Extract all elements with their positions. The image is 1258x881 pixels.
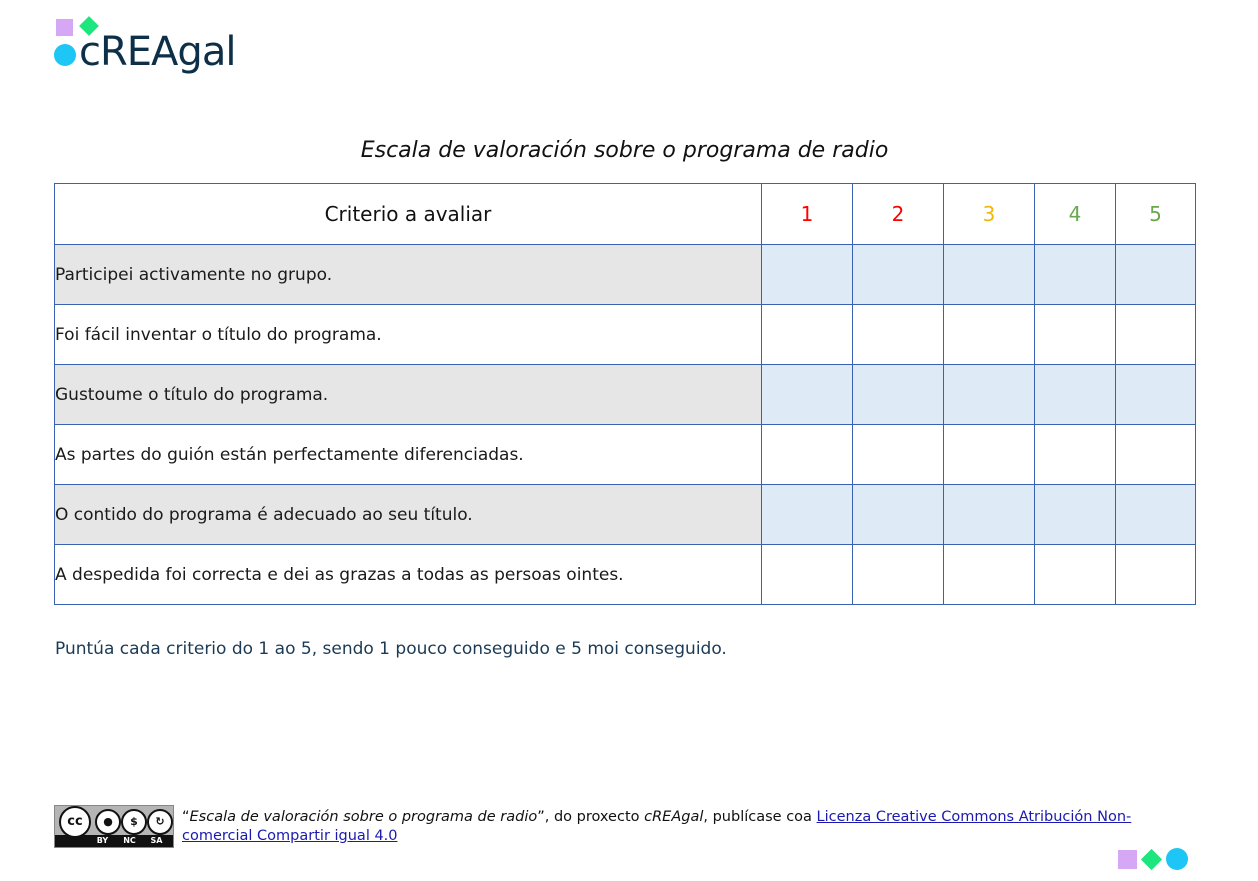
footer-shapes — [1118, 848, 1190, 872]
logo-wordmark: cREAgal — [79, 29, 236, 75]
score-cell-4[interactable] — [1035, 245, 1116, 305]
score-header-5: 5 — [1116, 184, 1196, 245]
logo-circle-shape — [54, 44, 76, 66]
credit-middle: , do proxecto — [544, 809, 645, 825]
page-title: Escala de valoración sobre o programa de radio — [360, 138, 889, 163]
score-cell-5[interactable] — [1116, 545, 1196, 605]
table-row — [55, 245, 1196, 305]
score-cell-4[interactable] — [1035, 485, 1116, 545]
score-cell-3[interactable] — [944, 365, 1035, 425]
score-cell-2[interactable] — [853, 425, 944, 485]
criterion-cell: Participei activamente no grupo. — [55, 245, 762, 305]
score-cell-1[interactable] — [762, 365, 853, 425]
quote-open: “ — [182, 809, 190, 825]
score-cell-5[interactable] — [1116, 305, 1196, 365]
score-cell-2[interactable] — [853, 365, 944, 425]
score-cell-3[interactable] — [944, 545, 1035, 605]
score-cell-5[interactable] — [1116, 425, 1196, 485]
creagal-logo — [54, 16, 254, 80]
criterion-cell: Gustoume o título do programa. — [55, 365, 762, 425]
score-cell-4[interactable] — [1035, 365, 1116, 425]
license-credit — [182, 808, 1192, 846]
score-cell-1[interactable] — [762, 245, 853, 305]
score-cell-4[interactable] — [1035, 425, 1116, 485]
score-cell-3[interactable] — [944, 425, 1035, 485]
criterion-cell: As partes do guión están perfectamente diferenciadas. — [55, 425, 762, 485]
score-cell-4[interactable] — [1035, 545, 1116, 605]
score-header-2: 2 — [853, 184, 944, 245]
criterion-cell: Foi fácil inventar o título do programa. — [55, 305, 762, 365]
credit-after-project: , publícase coa — [703, 809, 817, 825]
logo-square-shape — [56, 19, 73, 36]
score-cell-1[interactable] — [762, 305, 853, 365]
score-cell-5[interactable] — [1116, 365, 1196, 425]
table-row — [55, 485, 1196, 545]
rating-table — [54, 183, 1196, 605]
table-row — [55, 425, 1196, 485]
score-cell-2[interactable] — [853, 305, 944, 365]
by-label: BY — [96, 836, 109, 845]
score-cell-3[interactable] — [944, 305, 1035, 365]
footer-square-shape — [1118, 850, 1137, 869]
score-cell-1[interactable] — [762, 485, 853, 545]
score-cell-1[interactable] — [762, 425, 853, 485]
table-row — [55, 365, 1196, 425]
score-cell-2[interactable] — [853, 545, 944, 605]
share-alike-icon: ↻ — [147, 809, 173, 835]
score-cell-2[interactable] — [853, 485, 944, 545]
project-name: cREAgal — [644, 809, 704, 825]
nc-label: NC — [123, 836, 136, 845]
score-cell-4[interactable] — [1035, 305, 1116, 365]
score-header-3: 3 — [944, 184, 1035, 245]
score-cell-1[interactable] — [762, 545, 853, 605]
cc-icon: cc — [59, 806, 91, 838]
footer-diamond-shape — [1141, 849, 1162, 870]
table-header-row — [55, 184, 1196, 245]
criterion-header: Criterio a avaliar — [55, 184, 762, 245]
sa-label: SA — [150, 836, 163, 845]
instruction-note: Puntúa cada criterio do 1 ao 5, sendo 1 pouco conseguido e 5 moi conseguido. — [55, 639, 727, 659]
quote-close: ” — [537, 809, 545, 825]
score-header-4: 4 — [1035, 184, 1116, 245]
work-title: Escala de valoración sobre o programa de radio — [189, 809, 538, 825]
criterion-cell: O contido do programa é adecuado ao seu título. — [55, 485, 762, 545]
score-header-1: 1 — [762, 184, 853, 245]
score-cell-5[interactable] — [1116, 485, 1196, 545]
criterion-cell: A despedida foi correcta e dei as grazas a todas as persoas ointes. — [55, 545, 762, 605]
cc-badge-labels — [89, 836, 173, 845]
by-attribution-icon: ● — [95, 809, 121, 835]
table-row — [55, 305, 1196, 365]
non-commercial-icon: $ — [121, 809, 147, 835]
score-cell-3[interactable] — [944, 245, 1035, 305]
score-cell-5[interactable] — [1116, 245, 1196, 305]
score-cell-2[interactable] — [853, 245, 944, 305]
table-row — [55, 545, 1196, 605]
cc-license-badge[interactable] — [54, 805, 174, 848]
footer-circle-shape — [1166, 848, 1188, 870]
license-link[interactable]: Licenza Creative Commons Atribución Non-comercial Compartir igual 4.0 — [182, 809, 1132, 844]
score-cell-3[interactable] — [944, 485, 1035, 545]
